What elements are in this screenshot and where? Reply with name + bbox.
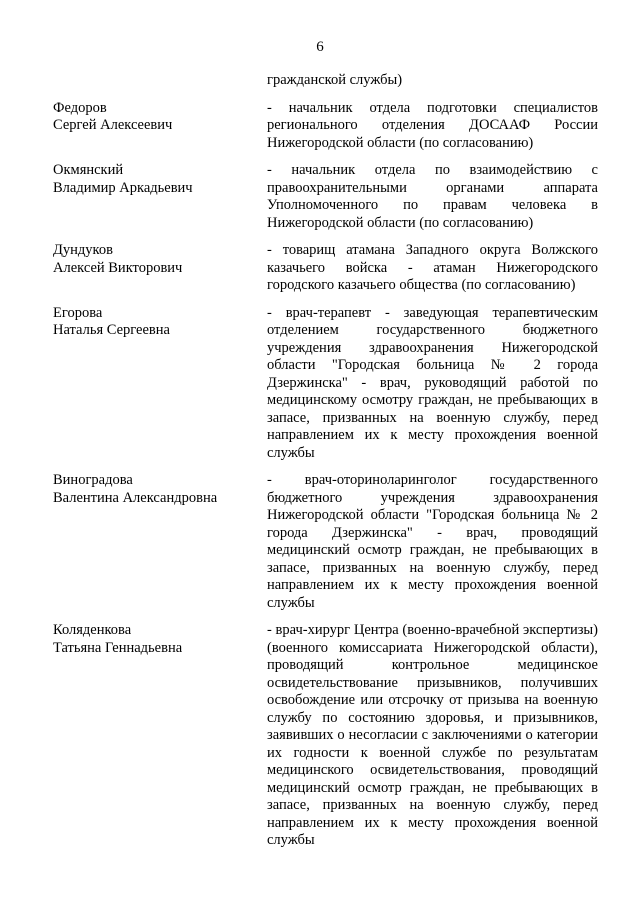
commission-member-list (53, 72, 598, 860)
member-name (53, 242, 267, 295)
member-name (53, 100, 267, 153)
member-name (53, 305, 267, 463)
member-position: - врач-оториноларинголог государственного бюджетного учреждения здравоохранения Нижегородской области "Городская больница № 2 города Дзержинска" - врач, проводящий медицинский осмотр граждан, не пребывающих в запасе, призванных на военную службу, перед направлением их к месту прохождения военной службы (267, 472, 598, 611)
page-number: 6 (316, 39, 324, 55)
member-entry (53, 100, 598, 153)
member-given-names: Наталья Сергеевна (53, 322, 170, 338)
member-position: - товарищ атамана Западного округа Волжского казачьего войска - атаман Нижегородского городского казачьего общества (по согласованию) (267, 242, 598, 293)
member-name (53, 472, 267, 612)
member-entry (53, 305, 598, 463)
member-entry (53, 242, 598, 295)
member-given-names: Алексей Викторович (53, 259, 183, 276)
member-given-names: Татьяна Геннадьевна (53, 639, 183, 656)
member-name (53, 622, 267, 850)
member-position: - врач-хирург Центра (военно-врачебной экспертизы) (военного комиссариата Нижегородской области), проводящий контрольное медицинское освидетельствование призывников, получивших освобождение или отсрочку от призыва на военную службу по состоянию здоровья, и призывников, заявивших о несогласии с заключениями о категории их годности к военной службе по результатам медицинского освидетельствования, проводящий медицинский осмотр граждан, не пребывающих в запасе, призванных на военную службу, перед направлением их к месту прохождения военной службы (267, 622, 598, 848)
member-given-names: Сергей Алексеевич (53, 117, 173, 133)
member-surname: Федоров (53, 99, 107, 116)
member-position: - начальник отдела по взаимодействию с правоохранительными органами аппарата Уполномоченного по правам человека в Нижегородской области (по согласованию) (267, 162, 598, 231)
member-given-names: Владимир Аркадьевич (53, 179, 193, 196)
member-surname: Виноградова (53, 472, 133, 488)
member-surname: Дундуков (53, 242, 113, 258)
continuation-text: гражданской службы) (267, 72, 403, 88)
member-position: - начальник отдела подготовки специалистов регионального отделения ДОСААФ России Нижегородской области (по согласованию) (267, 99, 598, 151)
member-entry (53, 472, 598, 612)
member-surname: Коляденкова (53, 622, 132, 638)
member-name (53, 162, 267, 232)
member-surname: Окмянский (53, 162, 124, 178)
member-entry (53, 162, 598, 232)
member-entry (53, 622, 598, 850)
member-surname: Егорова (53, 304, 103, 321)
member-position: - врач-терапевт - заведующая терапевтическим отделением государственного бюджетного учреждения здравоохранения Нижегородской области "Городская больница № 2 города Дзержинска" - врач, руководящий работой по медицинскому осмотру граждан, не пребывающих в запасе, призванных на военную службу, перед направлением их к месту прохождения военной службы (267, 304, 598, 461)
member-given-names: Валентина Александровна (53, 489, 218, 506)
